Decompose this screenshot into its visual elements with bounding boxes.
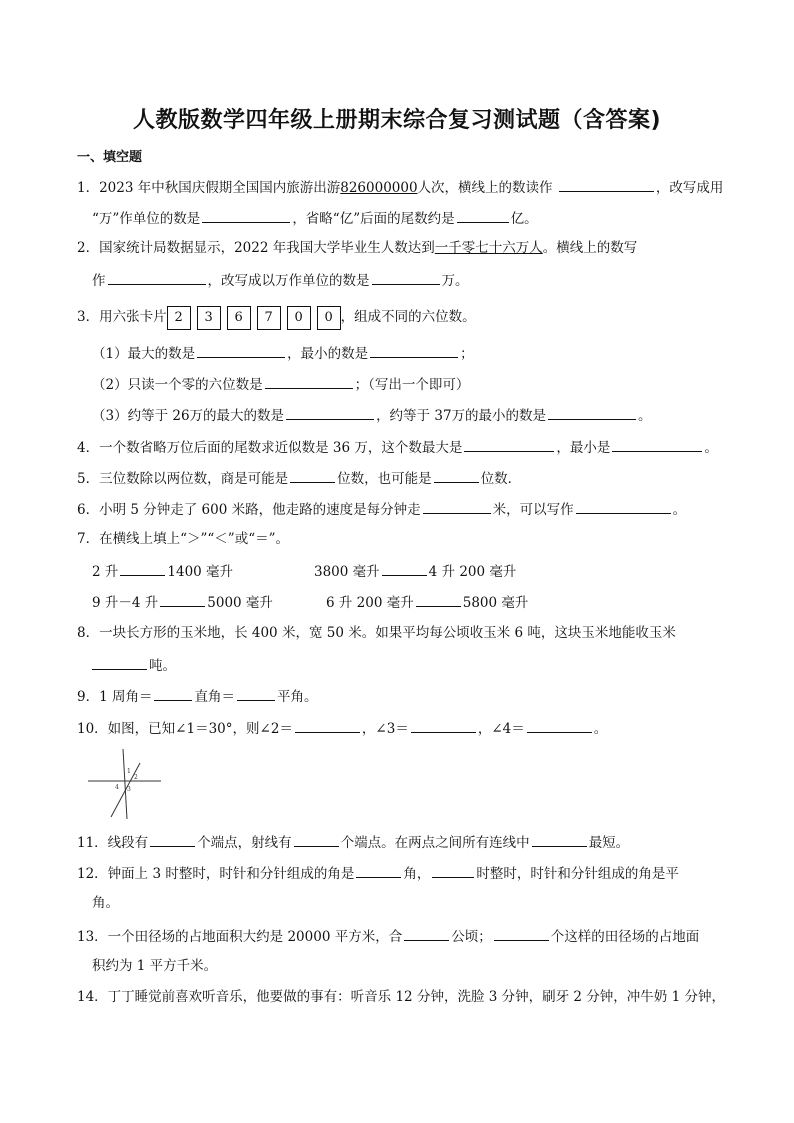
answer-blank[interactable] [612, 437, 702, 452]
section-heading: 一、填空题 [77, 150, 143, 165]
question-13-line-1: 13．一个田径场的占地面积大约是 20000 平方米，合 公顷； 个这样的田径场的占地面 [77, 926, 699, 946]
answer-blank[interactable] [237, 686, 275, 701]
number-card: 0 [317, 306, 341, 330]
question-3-line-1: 3．用六张卡片 2 3 6 7 0 0 ，组成不同的六位数。 [77, 304, 476, 330]
answer-blank[interactable] [92, 655, 147, 670]
answer-blank[interactable] [154, 686, 192, 701]
answer-blank[interactable] [160, 592, 205, 607]
answer-blank[interactable] [108, 270, 206, 285]
angle-label-2: 2 [134, 774, 138, 781]
question-2-line-1: 2．国家统计局数据显示，2022 年我国大学毕业生人数达到一千零七十六万人。横线上的数写 [77, 240, 638, 256]
answer-blank[interactable] [286, 405, 374, 420]
answer-blank[interactable] [372, 270, 440, 285]
answer-blank[interactable] [197, 343, 285, 358]
angle-label-4: 4 [115, 784, 119, 791]
question-8-line-2: 吨。 [92, 655, 176, 675]
answer-blank[interactable] [432, 863, 474, 878]
question-7-row-1-left: 2 升 1400 毫升 [92, 561, 233, 581]
answer-blank[interactable] [294, 832, 339, 847]
question-7-row-2-left: 9 升－4 升 5000 毫升 [92, 592, 273, 612]
answer-blank[interactable] [434, 468, 479, 483]
question-4: 4．一个数省略万位后面的尾数求近似数是 36 万，这个数最大是 ，最小是 。 [77, 437, 718, 457]
question-1-line-1: 1．2023 年中秋国庆假期全国国内旅游出游826000000人次，横线上的数读作 ，改写成用 [77, 177, 723, 197]
angle-diagram [85, 745, 175, 823]
question-12-line-2: 角。 [92, 895, 119, 911]
question-8-line-1: 8．一块长方形的玉米地，长 400 米，宽 50 米。如果平均每公顷收玉米 6 吨，这块玉米地能收玉米 [77, 625, 676, 641]
answer-blank[interactable] [290, 468, 335, 483]
answer-blank[interactable] [559, 177, 654, 192]
question-5: 5．三位数除以两位数，商是可能是 位数，也可能是 位数． [77, 468, 521, 488]
number-card: 6 [227, 306, 251, 330]
number-card: 7 [257, 306, 281, 330]
question-13-line-2: 积约为 1 平方千米。 [92, 958, 218, 974]
question-3-sub-3: （3）约等于 26万的最大的数是 ，约等于 37万的最小的数是 。 [92, 405, 652, 425]
question-14-line-1: 14．丁丁睡觉前喜欢听音乐，他要做的事有：听音乐 12 分钟，洗脸 3 分钟，刷牙 2 分钟，冲牛奶 1 分钟， [77, 989, 725, 1005]
answer-blank[interactable] [411, 718, 476, 733]
answer-blank[interactable] [527, 718, 592, 733]
question-10: 10．如图，已知∠1＝30°，则∠2＝ ，∠3＝ ，∠4＝ 。 [77, 718, 607, 738]
number-card: 0 [287, 306, 311, 330]
answer-blank[interactable] [464, 437, 554, 452]
answer-blank[interactable] [295, 718, 360, 733]
answer-blank[interactable] [370, 343, 458, 358]
answer-blank[interactable] [532, 832, 587, 847]
number-card: 2 [167, 306, 191, 330]
question-9: 9．1 周角＝ 直角＝ 平角。 [77, 686, 317, 706]
answer-blank[interactable] [494, 926, 549, 941]
question-1-line-2: “万”作单位的数是 ，省略“亿”后面的尾数约是 亿。 [92, 208, 538, 228]
answer-blank[interactable] [457, 208, 509, 223]
page-title: 人教版数学四年级上册期末综合复习测试题（含答案) [132, 108, 662, 133]
answer-blank[interactable] [423, 499, 491, 514]
answer-blank[interactable] [265, 374, 353, 389]
question-6: 6．小明 5 分钟走了 600 米路，他走路的速度是每分钟走 米，可以写作 。 [77, 499, 686, 519]
vertical-line [123, 749, 127, 819]
answer-blank[interactable] [202, 208, 290, 223]
number-card: 3 [197, 306, 221, 330]
answer-blank[interactable] [416, 592, 461, 607]
angle-label-3: 3 [127, 786, 131, 793]
question-2-line-2: 作 ，改写成以万作单位的数是 万。 [92, 270, 469, 290]
angle-label-1: 1 [127, 768, 131, 775]
question-3-sub-2: （2）只读一个零的六位数是 ；（写出一个即可） [92, 374, 469, 394]
answer-blank[interactable] [404, 926, 449, 941]
answer-blank[interactable] [120, 561, 165, 576]
answer-blank[interactable] [548, 405, 636, 420]
question-12-line-1: 12．钟面上 3 时整时，时针和分针组成的角是 角， 时整时，时针和分针组成的角是平 [77, 863, 679, 883]
question-3-sub-1: （1）最大的数是 ，最小的数是 ； [92, 343, 474, 363]
answer-blank[interactable] [150, 832, 195, 847]
answer-blank[interactable] [576, 499, 671, 514]
answer-blank[interactable] [356, 863, 401, 878]
answer-blank[interactable] [382, 561, 427, 576]
question-7: 7．在横线上填上“＞”“＜”或“＝”。 [77, 531, 289, 547]
underlined-text: 一千零七十六万人 [434, 240, 543, 256]
question-7-row-2-right: 6 升 200 毫升 5800 毫升 [326, 592, 528, 612]
question-11: 11．线段有 个端点，射线有 个端点。在两点之间所有连线中 最短。 [77, 832, 629, 852]
underlined-number: 826000000 [340, 180, 418, 196]
question-7-row-1-right: 3800 毫升 4 升 200 毫升 [314, 561, 516, 581]
